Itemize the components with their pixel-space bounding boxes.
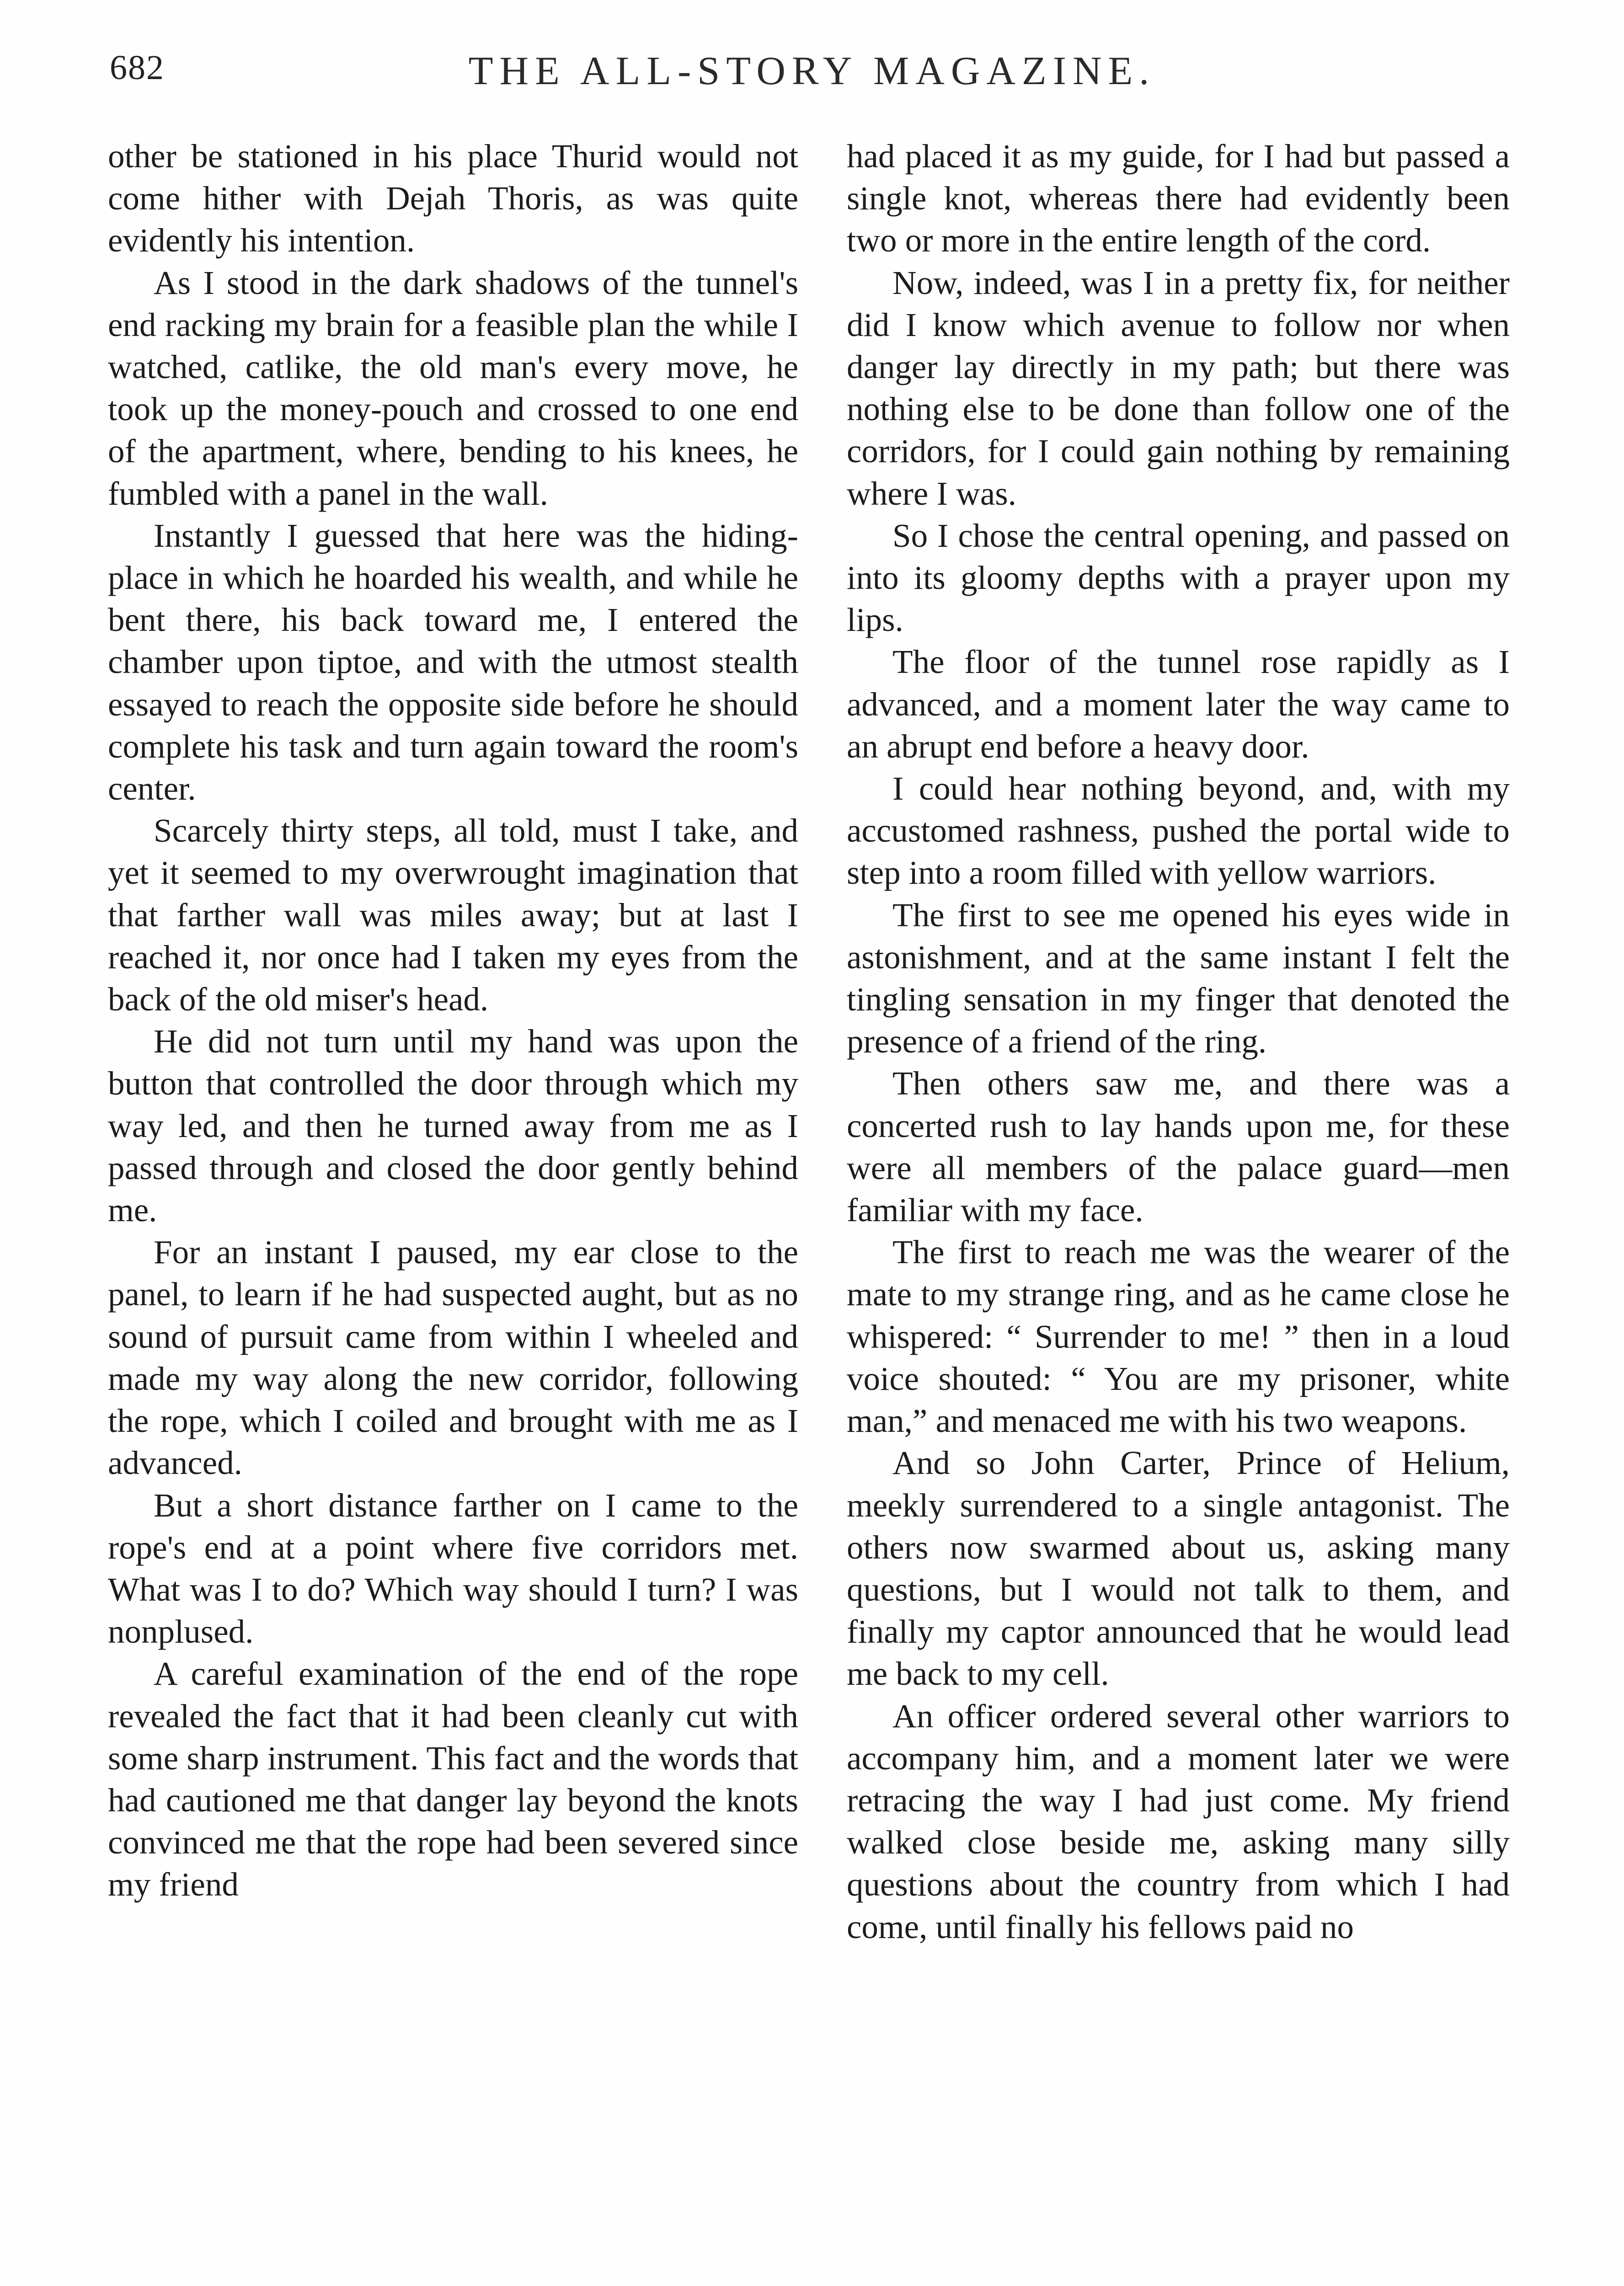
paragraph: Then others saw me, and there was a concerted rush to lay hands upon me, for these were all members of the palace guard—men familiar with my face.	[847, 1065, 1510, 1229]
paragraph: But a short distance farther on I came to the rope's end at a point where five corridors met. What was I to do? Which way should I turn? I was nonplused.	[108, 1486, 798, 1650]
paragraph: A careful examination of the end of the rope revealed the fact that it had been cleanly cut with some sharp instrument. This fact and the words that had cautioned me that danger lay beyond the knots convinced me that the rope had been severed since my friend	[108, 1655, 798, 1903]
paragraph: An officer ordered several other warriors to accompany him, and a moment later we were retracing the way I had just come. My friend walked close beside me, asking many silly questions about the country from which I had come, until finally his fellows paid no	[847, 1697, 1510, 1945]
paragraph: The floor of the tunnel rose rapidly as I advanced, and a moment later the way came to an abrupt end before a heavy door.	[847, 643, 1510, 765]
page-number: 682	[110, 48, 165, 87]
right-column	[847, 135, 1510, 2286]
paragraph: Now, indeed, was I in a pretty fix, for neither did I know which avenue to follow nor when danger lay directly in my path; but there was nothing else to be done than follow one of the corridors, for I could gain nothing by remaining where I was.	[847, 264, 1510, 512]
running-head: THE ALL-STORY MAGAZINE.	[468, 49, 1156, 93]
paragraph: I could hear nothing beyond, and, with my accustomed rashness, pushed the portal wide to step into a room filled with yellow warriors.	[847, 770, 1510, 892]
paragraph: other be stationed in his place Thurid would not come hither with Dejah Thoris, as was quite evidently his intention.	[108, 138, 798, 259]
paragraph: For an instant I paused, my ear close to the panel, to learn if he had suspected aught, but as no sound of pursuit came from within I wheeled and made my way along the new corridor, following the rope, which I coiled and brought with me as I advanced.	[108, 1234, 798, 1482]
paragraph: As I stood in the dark shadows of the tunnel's end racking my brain for a feasible plan the while I watched, catlike, the old man's every move, he took up the money-pouch and crossed to one end of the apartment, where, bending to his knees, he fumbled with a panel in the wall.	[108, 264, 798, 512]
paragraph: He did not turn until my hand was upon the button that controlled the door through which my way led, and then he turned away from me as I passed through and closed the door gently behind me.	[108, 1023, 798, 1229]
paragraph: The first to see me opened his eyes wide in astonishment, and at the same instant I felt the tingling sensation in my finger that denoted the presence of a friend of the ring.	[847, 896, 1510, 1060]
paragraph: So I chose the central opening, and passed on into its gloomy depths with a prayer upon my lips.	[847, 517, 1510, 639]
paragraph: Scarcely thirty steps, all told, must I take, and yet it seemed to my overwrought imagination that that farther wall was miles away; but at last I reached it, nor once had I taken my eyes from the back of the old miser's head.	[108, 812, 798, 1018]
left-column	[108, 135, 798, 2286]
paragraph: The first to reach me was the wearer of the mate to my strange ring, and as he came close he whispered: “ Surrender to me! ” then in a loud voice shouted: “ You are my prisoner, white man,” and menaced me with his two weapons.	[847, 1234, 1510, 1440]
page-header	[0, 48, 1624, 103]
paragraph: Instantly I guessed that here was the hiding-place in which he hoarded his wealth, and while he bent there, his back toward me, I entered the chamber upon tiptoe, and with the utmost stealth essayed to reach the opposite side before he should complete his task and turn again toward the room's center.	[108, 517, 798, 807]
paragraph: had placed it as my guide, for I had but passed a single knot, whereas there had evidently been two or more in the entire length of the cord.	[847, 138, 1510, 259]
paragraph: And so John Carter, Prince of Helium, meekly surrendered to a single antagonist. The others now swarmed about us, asking many questions, but I would not talk to them, and finally my captor announced that he would lead me back to my cell.	[847, 1444, 1510, 1693]
